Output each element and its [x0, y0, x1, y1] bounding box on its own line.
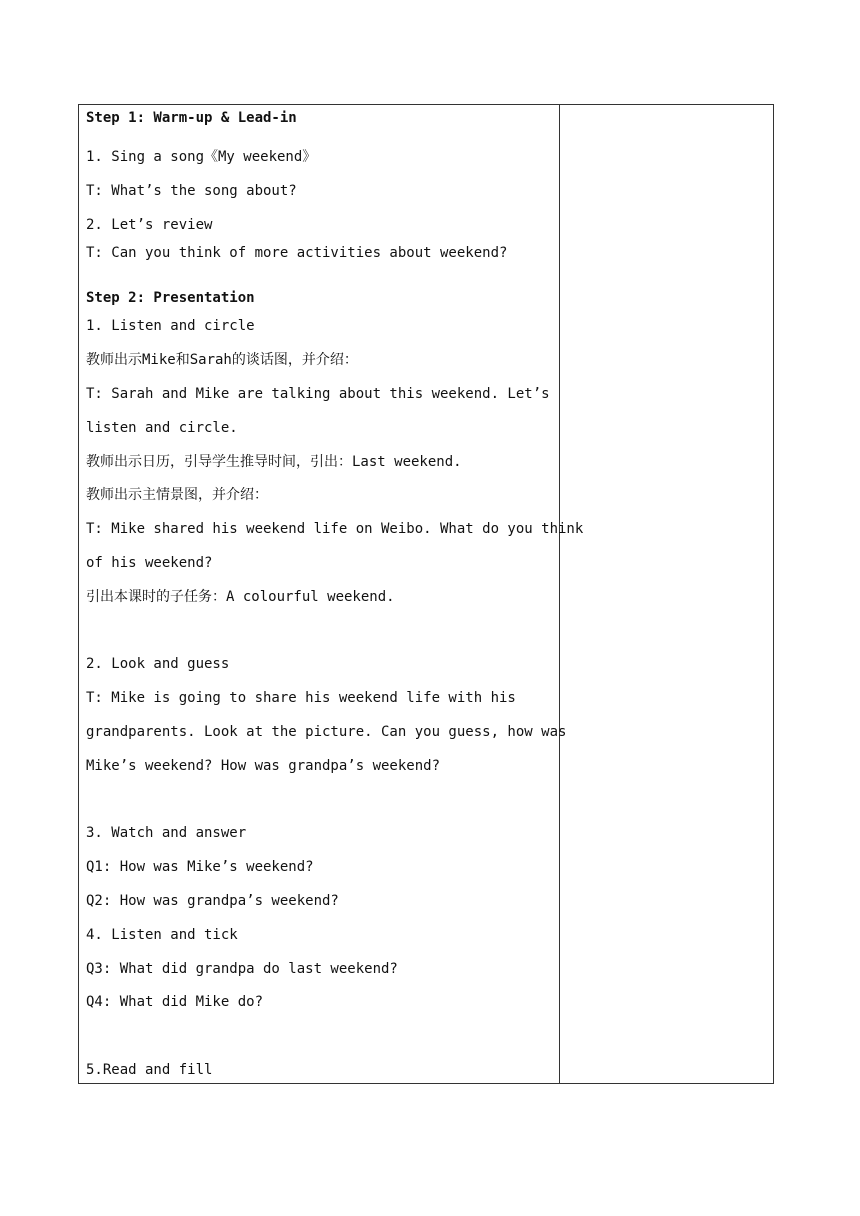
step1-line: 2. Let’s review	[86, 217, 213, 233]
step2-line: Mike’s weekend? How was grandpa’s weekend?	[86, 758, 441, 774]
step2-line: of his weekend?	[86, 555, 213, 571]
step2-line: 2. Look and guess	[86, 656, 230, 672]
step2-line: listen and circle.	[86, 420, 238, 436]
step2-line: T: Sarah and Mike are talking about this weekend. Let’s	[86, 386, 550, 402]
step1-title: Step 1: Warm-up & Lead-in	[86, 110, 297, 126]
step2-line: grandparents. Look at the picture. Can you guess, how was	[86, 724, 567, 740]
step2-line: 教师出示Mike和Sarah的谈话图，并介绍：	[86, 352, 358, 368]
step2-line: 5.Read and fill	[86, 1062, 213, 1078]
step2-line: T: Mike shared his weekend life on Weibo. What do you think	[86, 521, 584, 537]
step1-line: T: What’s the song about?	[86, 183, 297, 199]
step2-line: 1. Listen and circle	[86, 318, 255, 334]
step2-line: Q2: How was grandpa’s weekend?	[86, 893, 339, 909]
step2-line: 教师出示日历，引导学生推导时间，引出：Last weekend.	[86, 454, 462, 470]
step2-line: 3. Watch and answer	[86, 825, 247, 841]
procedure-cell	[79, 105, 584, 1083]
step2-line: Q4: What did Mike do?	[86, 994, 264, 1010]
step2-line: Q1: How was Mike’s weekend?	[86, 859, 314, 875]
lesson-plan-table	[78, 104, 774, 1084]
step2-line: 引出本课时的子任务：A colourful weekend.	[86, 589, 395, 605]
step2-title: Step 2: Presentation	[86, 290, 255, 306]
step2-line: T: Mike is going to share his weekend life with his	[86, 690, 516, 706]
step2-line: Q3: What did grandpa do last weekend?	[86, 961, 398, 977]
step2-line: 4. Listen and tick	[86, 927, 238, 943]
step1-line: 1. Sing a song《My weekend》	[86, 149, 317, 165]
step2-line: 教师出示主情景图，并介绍：	[86, 487, 268, 503]
step1-line: T: Can you think of more activities about weekend?	[86, 245, 508, 261]
notes-cell	[560, 105, 773, 1083]
